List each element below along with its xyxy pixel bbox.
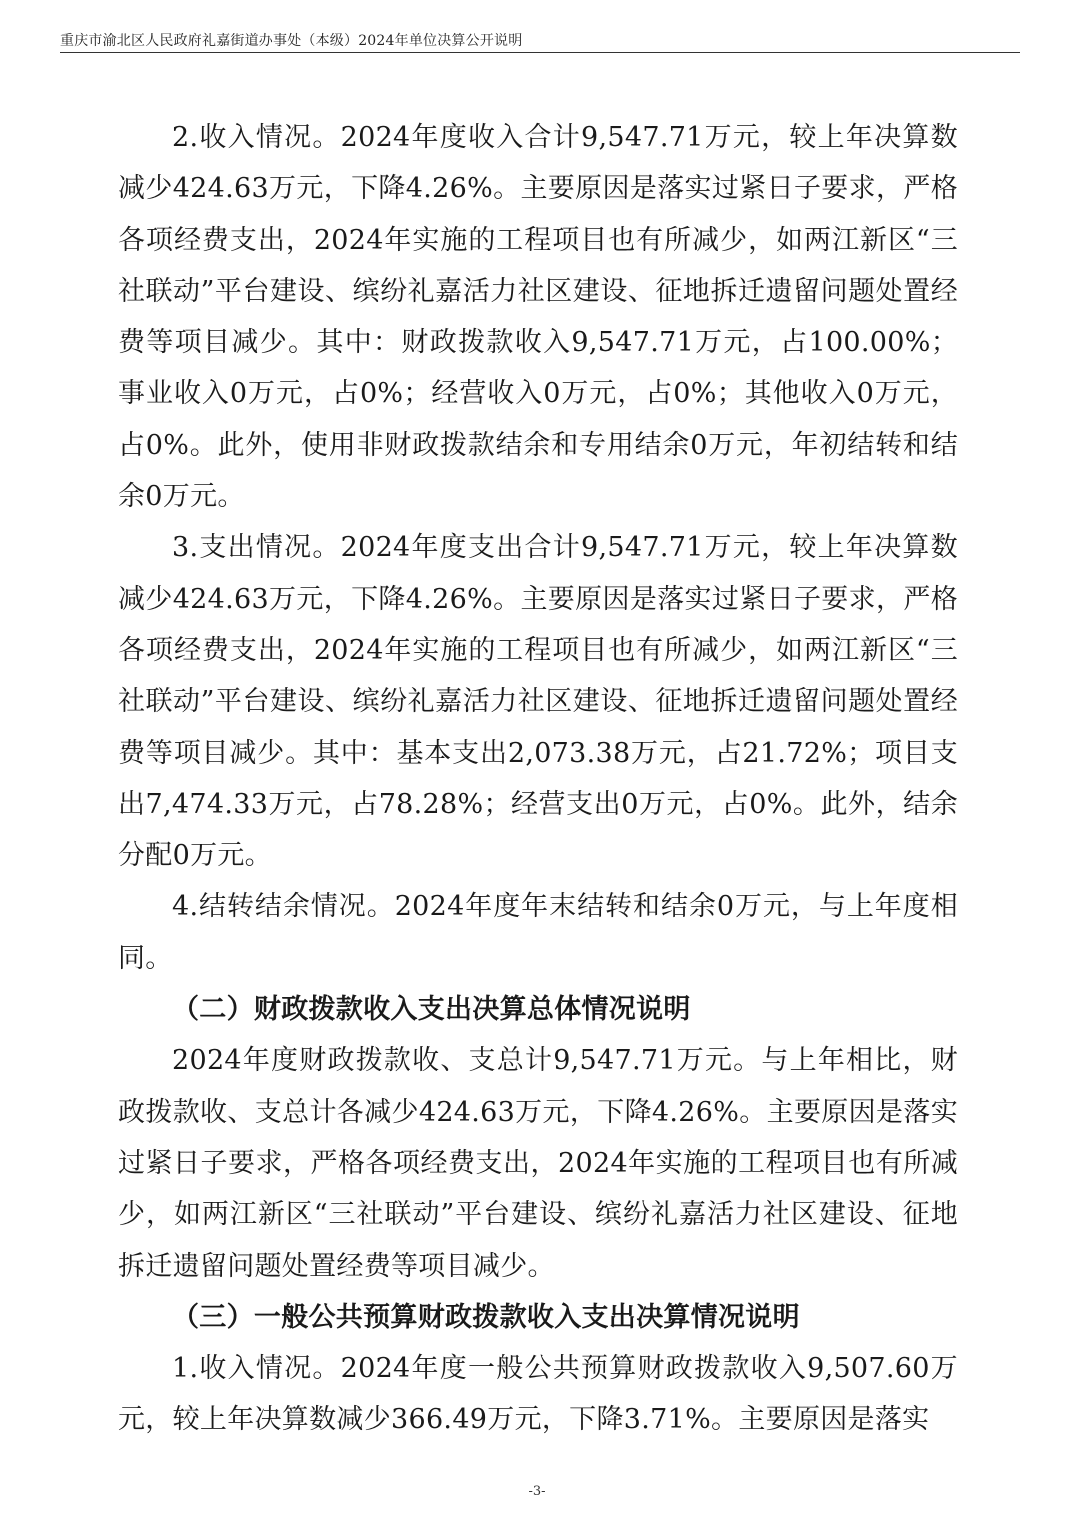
expenditure-section-paragraph: 3.支出情况。2024年度支出合计9,547.71万元，较上年决算数减少424.63万元，下降4.26%。主要原因是落实过紧日子要求，严格各项经费支出，2024年实施的工程项目也有所减少，如两江新区“三社联动”平台建设、缤纷礼嘉活力社区建设、征地拆迁遗留问题处置经费等项目减少。其中：基本支出2,073.38万元，占21.72%；项目支出7,474.33万元，占78.28%；经营支出0万元，占0%。此外，结余分配0万元。 (118, 532, 958, 872)
page-header: 重庆市渝北区人民政府礼嘉街道办事处（本级）2024年单位决算公开说明 (60, 33, 523, 49)
general-budget-income-paragraph: 1.收入情况。2024年度一般公共预算财政拨款收入9,507.60万元，较上年决算数减少366.49万元，下降3.71%。主要原因是落实 (118, 1353, 958, 1436)
page-number: -3- (528, 1484, 546, 1499)
section-heading-fiscal-appropriation: （二）财政拨款收入支出决算总体情况说明 (172, 994, 691, 1026)
header-divider (60, 52, 1020, 53)
income-section-paragraph: 2.收入情况。2024年度收入合计9,547.71万元，较上年决算数减少424.63万元，下降4.26%。主要原因是落实过紧日子要求，严格各项经费支出，2024年实施的工程项目也有所减少，如两江新区“三社联动”平台建设、缤纷礼嘉活力社区建设、征地拆迁遗留问题处置经费等项目减少。其中：财政拨款收入9,547.71万元，占100.00%；事业收入0万元，占0%；经营收入0万元，占0%；其他收入0万元，占0%。此外，使用非财政拨款结余和专用结余0万元，年初结转和结余0万元。 (118, 122, 958, 513)
carryover-section-paragraph: 4.结转结余情况。2024年度年末结转和结余0万元，与上年度相同。 (118, 891, 958, 974)
document-body (118, 112, 958, 1446)
fiscal-appropriation-paragraph: 2024年度财政拨款收、支总计9,547.71万元。与上年相比，财政拨款收、支总计各减少424.63万元，下降4.26%。主要原因是落实过紧日子要求，严格各项经费支出，2024年实施的工程项目也有所减少，如两江新区“三社联动”平台建设、缤纷礼嘉活力社区建设、征地拆迁遗留问题处置经费等项目减少。 (118, 1045, 958, 1282)
section-heading-general-budget: （三）一般公共预算财政拨款收入支出决算情况说明 (172, 1301, 800, 1333)
